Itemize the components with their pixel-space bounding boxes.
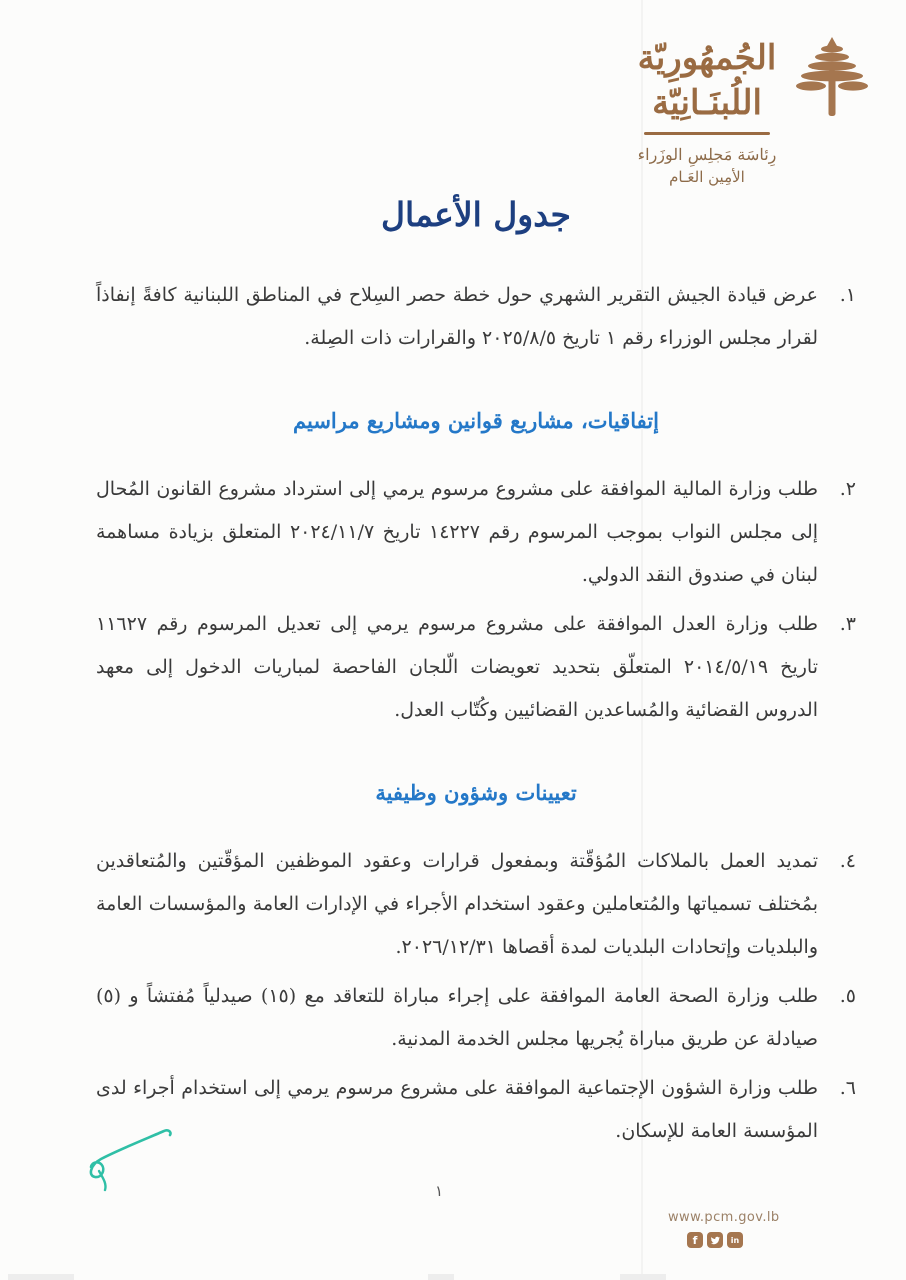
republic-name (632, 36, 782, 126)
republic-name-line2: اللُبنَـانِيّة (652, 83, 762, 123)
item-number: ٥. (839, 985, 856, 1007)
agenda-item-4 (96, 840, 856, 969)
letterhead (632, 36, 872, 188)
letterhead-divider (644, 132, 770, 135)
item-text: طلب وزارة العدل الموافقة على مشروع مرسوم يرمي إلى تعديل المرسوم رقم ١١٦٢٧ تاريخ ٢٠١٤/٥/١٩ المتعلّق بتحديد تعويضات الّلجان الفاحصة لمباريات الدخول إلى معهد الدروس القضائية والمُساعدين القضائيين وكُتّاب العدل. (96, 613, 818, 721)
scan-smudge (8, 1274, 74, 1280)
document-title: جدول الأعمال (381, 195, 571, 234)
item-number: ٦. (839, 1077, 856, 1099)
page-number: ١ (434, 1182, 444, 1200)
agenda-item-1 (96, 274, 856, 360)
scan-smudge (428, 1274, 454, 1280)
section-heading-agreements-decrees: إتفاقيات، مشاريع قوانين ومشاريع مراسيم (293, 408, 659, 433)
social-icons (687, 1232, 743, 1248)
website-url: www.pcm.gov.lb (668, 1210, 780, 1225)
letterhead-text (632, 36, 782, 188)
facebook-icon: f (687, 1232, 703, 1248)
agenda-item-6 (96, 1067, 856, 1153)
agenda-item-5 (96, 975, 856, 1061)
item-text: تمديد العمل بالملاكات المُؤقّتة وبمفعول قرارات وعقود الموظفين المؤقّتين والمُتعاقدين بمُختلف تسمياتها والمُتعاملين وعقود استخدام الأجراء في الإدارات العامة والمؤسسات العامة والبلديات وإتحادات البلديات لمدة أقصاها ٢٠٢٦/١٢/٣١. (96, 850, 818, 958)
item-text: طلب وزارة الشؤون الإجتماعية الموافقة على مشروع مرسوم يرمي إلى استخدام أجراء لدى المؤسسة العامة للإسكان. (96, 1077, 818, 1142)
agenda-item-2 (96, 468, 856, 597)
republic-name-line1: الجُمهُورِيّة (637, 38, 777, 78)
scan-smudge (620, 1274, 666, 1280)
office-name: رِئاسَة مَجلِسِ الوزَراء (637, 145, 777, 164)
item-text: طلب وزارة الصحة العامة الموافقة على إجراء مباراة للتعاقد مع (١٥) صيدلياً مُفتشاً و (٥) صيادلة عن طريق مباراة يُجريها مجلس الخدمة المدنية. (96, 985, 818, 1050)
item-text: عرض قيادة الجيش التقرير الشهري حول خطة حصر السِلاح في المناطق اللبنانية كافةً إنفاذاً لقرار مجلس الوزراء رقم ١ تاريخ ٢٠٢٥/٨/٥ والقرارات ذات الصِلة. (96, 284, 818, 349)
item-number: ٣. (839, 613, 856, 635)
office-subtitle: الأمِين العَـام (669, 168, 745, 186)
lebanese-cedar-icon (792, 36, 872, 120)
item-number: ١. (839, 284, 856, 306)
item-number: ٤. (839, 850, 856, 872)
agenda-content (96, 190, 856, 1159)
section-heading-appointments: تعيينات وشؤون وظيفية (375, 780, 577, 805)
linkedin-icon: in (727, 1232, 743, 1248)
item-number: ٢. (839, 478, 856, 500)
twitter-icon (707, 1232, 723, 1248)
agenda-item-3 (96, 603, 856, 732)
item-text: طلب وزارة المالية الموافقة على مشروع مرسوم يرمي إلى استرداد مشروع القانون المُحال إلى مجلس النواب بموجب المرسوم رقم ١٤٢٢٧ تاريخ ٢٠٢٤/١١/٧ المتعلق بزيادة مساهمة لبنان في صندوق النقد الدولي. (96, 478, 819, 586)
